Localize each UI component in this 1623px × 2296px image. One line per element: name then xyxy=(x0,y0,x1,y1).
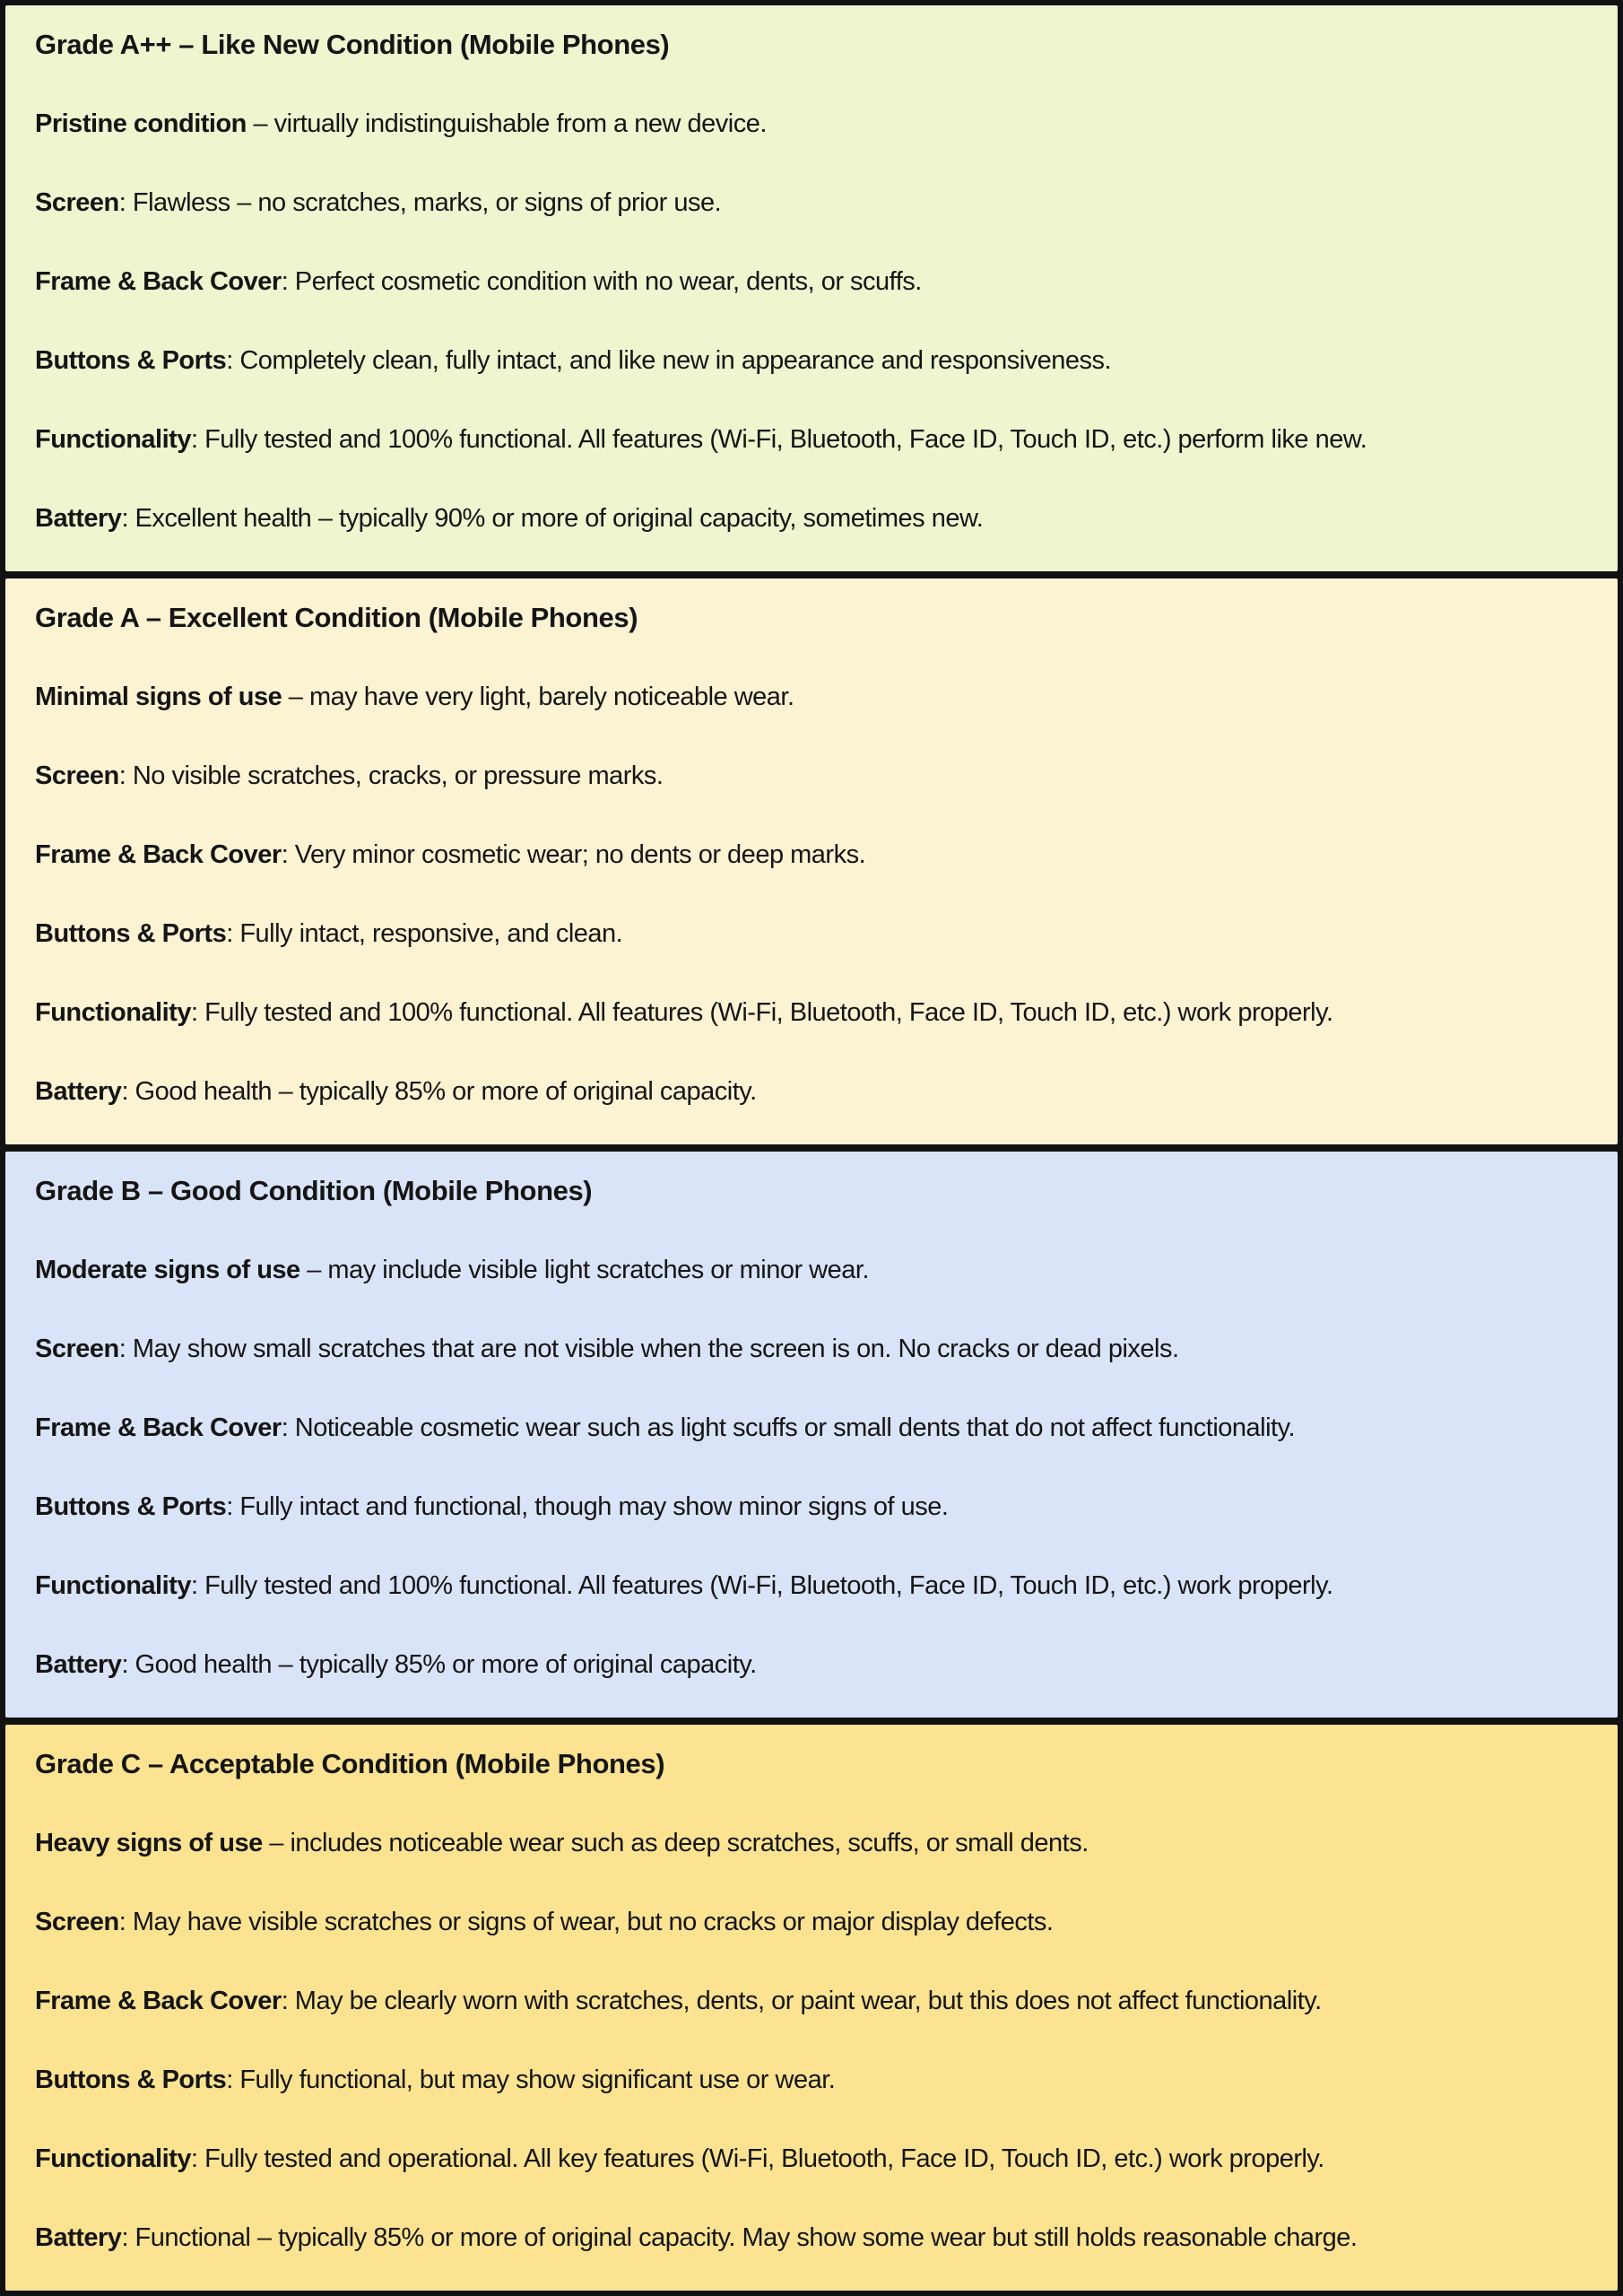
grade-card-a-plus-plus xyxy=(5,5,1618,571)
spec-text: : No visible scratches, cracks, or pressure marks. xyxy=(118,761,664,791)
grade-card-title: Grade B – Good Condition (Mobile Phones) xyxy=(35,1175,593,1206)
spec-text: : Good health – typically 85% or more of original capacity. xyxy=(121,1649,757,1679)
spec-text: : Fully tested and 100% functional. All features (Wi-Fi, Bluetooth, Face ID, Touch ID, etc.) perform like new. xyxy=(190,424,1367,454)
spec-line-buttons-ports xyxy=(35,346,1588,376)
spec-label: Battery xyxy=(35,2222,122,2252)
grade-card-b xyxy=(5,1152,1618,1718)
grade-card-title: Grade A – Excellent Condition (Mobile Phones) xyxy=(35,602,638,633)
spec-line-screen xyxy=(35,188,1588,218)
spec-text: – may include visible light scratches or minor wear. xyxy=(299,1256,869,1285)
spec-text: – may have very light, barely noticeable wear. xyxy=(282,683,794,712)
spec-label: Battery xyxy=(35,1649,122,1679)
spec-line-screen xyxy=(35,1335,1588,1364)
spec-text: : Fully tested and 100% functional. All features (Wi-Fi, Bluetooth, Face ID, Touch ID, etc.) work properly. xyxy=(190,997,1333,1027)
spec-line-condition xyxy=(35,1829,1588,1858)
spec-label: Screen xyxy=(35,1335,119,1364)
spec-label: Frame & Back Cover xyxy=(35,1986,282,2015)
spec-label: Battery xyxy=(35,1076,122,1106)
spec-text: : Fully tested and 100% functional. All features (Wi-Fi, Bluetooth, Face ID, Touch ID, etc.) work properly. xyxy=(190,1570,1333,1600)
spec-text: : Fully tested and operational. All key features (Wi-Fi, Bluetooth, Face ID, Touch ID, etc.) work properly. xyxy=(190,2144,1324,2173)
spec-text: : Good health – typically 85% or more of original capacity. xyxy=(121,1076,757,1106)
spec-text: : Completely clean, fully intact, and like new in appearance and responsiveness. xyxy=(226,345,1112,375)
spec-label: Heavy signs of use xyxy=(35,1829,263,1858)
spec-label: Functionality xyxy=(35,1570,191,1600)
grade-card-title: Grade A++ – Like New Condition (Mobile Phones) xyxy=(35,29,670,60)
spec-line-battery xyxy=(35,1650,1588,1680)
spec-line-frame-back-cover xyxy=(35,1987,1588,2016)
spec-text: : Very minor cosmetic wear; no dents or deep marks. xyxy=(281,839,866,869)
spec-line-condition xyxy=(35,683,1588,712)
spec-line-frame-back-cover xyxy=(35,840,1588,870)
spec-line-screen xyxy=(35,761,1588,791)
spec-line-battery xyxy=(35,504,1588,534)
spec-text: : Fully functional, but may show significant use or wear. xyxy=(226,2065,836,2094)
spec-label: Frame & Back Cover xyxy=(35,266,282,296)
spec-text: : Fully intact, responsive, and clean. xyxy=(226,918,623,948)
grade-card-title: Grade C – Acceptable Condition (Mobile Phones) xyxy=(35,1748,665,1779)
spec-label: Buttons & Ports xyxy=(35,2065,227,2094)
spec-line-battery xyxy=(35,1077,1588,1107)
spec-label: Pristine condition xyxy=(35,109,247,139)
spec-text: : Perfect cosmetic condition with no wear, dents, or scuffs. xyxy=(281,266,922,296)
spec-label: Screen xyxy=(35,761,119,791)
spec-label: Buttons & Ports xyxy=(35,345,227,375)
spec-label: Battery xyxy=(35,503,122,533)
spec-line-condition xyxy=(35,1256,1588,1285)
spec-line-buttons-ports xyxy=(35,919,1588,949)
spec-text: : May have visible scratches or signs of wear, but no cracks or major display defects. xyxy=(118,1908,1054,1937)
spec-line-buttons-ports xyxy=(35,2066,1588,2095)
spec-line-functionality xyxy=(35,998,1588,1028)
spec-line-buttons-ports xyxy=(35,1492,1588,1522)
spec-text: : Noticeable cosmetic wear such as light scuffs or small dents that do not affect functionality. xyxy=(281,1413,1295,1442)
spec-text: – includes noticeable wear such as deep scratches, scuffs, or small dents. xyxy=(262,1829,1089,1858)
spec-label: Screen xyxy=(35,188,119,218)
grade-card-c xyxy=(5,1725,1618,2291)
spec-line-functionality xyxy=(35,2144,1588,2174)
spec-line-frame-back-cover xyxy=(35,1413,1588,1443)
spec-label: Buttons & Ports xyxy=(35,918,227,948)
spec-label: Functionality xyxy=(35,2144,191,2173)
spec-line-screen xyxy=(35,1908,1588,1937)
spec-line-frame-back-cover xyxy=(35,267,1588,297)
spec-text: : Excellent health – typically 90% or more of original capacity, sometimes new. xyxy=(121,503,984,533)
spec-text: : Flawless – no scratches, marks, or signs of prior use. xyxy=(118,188,722,218)
spec-line-functionality xyxy=(35,1571,1588,1601)
spec-label: Buttons & Ports xyxy=(35,1492,227,1521)
spec-label: Screen xyxy=(35,1908,119,1937)
spec-text: – virtually indistinguishable from a new device. xyxy=(246,109,767,139)
spec-text: : May show small scratches that are not visible when the screen is on. No cracks or dead pixels. xyxy=(118,1335,1179,1364)
spec-line-battery xyxy=(35,2223,1588,2253)
grade-card-a xyxy=(5,578,1618,1144)
spec-label: Frame & Back Cover xyxy=(35,839,282,869)
spec-label: Frame & Back Cover xyxy=(35,1413,282,1442)
spec-label: Minimal signs of use xyxy=(35,683,282,712)
spec-line-functionality xyxy=(35,425,1588,455)
spec-text: : Fully intact and functional, though may show minor signs of use. xyxy=(226,1492,949,1521)
spec-label: Functionality xyxy=(35,997,191,1027)
spec-line-condition xyxy=(35,109,1588,139)
spec-text: : Functional – typically 85% or more of original capacity. May show some wear but still holds reasonable charge. xyxy=(121,2222,1358,2252)
spec-text: : May be clearly worn with scratches, dents, or paint wear, but this does not affect functionality. xyxy=(281,1986,1322,2015)
spec-label: Functionality xyxy=(35,424,191,454)
spec-label: Moderate signs of use xyxy=(35,1256,300,1285)
